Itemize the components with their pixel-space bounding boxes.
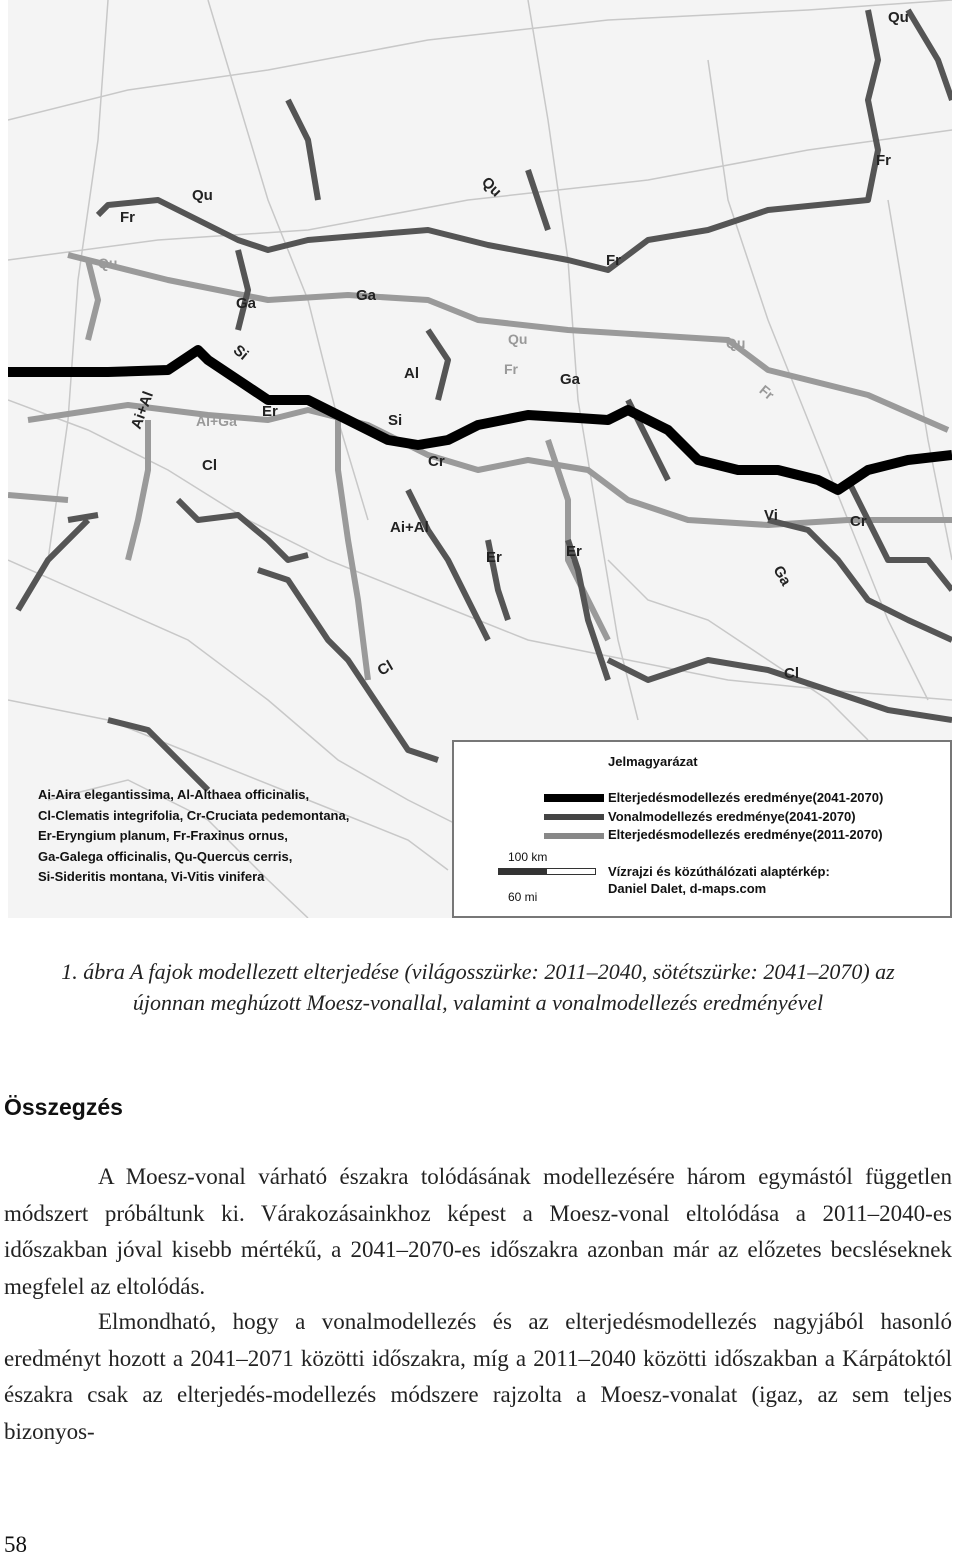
species-key-line: Ai-Aira elegantissima, Al-Althaea officinalis, bbox=[38, 787, 310, 802]
light-gray-lines bbox=[8, 255, 952, 680]
legend-basemap-line: Vízrajzi és közúthálózati alaptérkép: bbox=[608, 864, 830, 879]
map-label-cl-c: Cl bbox=[374, 657, 397, 680]
paragraph: Elmondható, hogy a vonalmodellezés és az elterjedésmodellezés nagyjából hasonló eredményt hozott a 2041–2071 közötti időszakra, míg a 2011–2040 közötti időszakban a Kárpátoktól északra csak az elterjedés-modellezés módszere rajzolta a Moesz-vonalat (igaz, az sem teljes bizonyos- bbox=[4, 1309, 952, 1444]
map-label-qu-top: Qu bbox=[888, 9, 909, 26]
map-label-fr-n: Fr bbox=[606, 252, 621, 269]
map-label-fr-ne: Fr bbox=[876, 152, 891, 169]
map-label-si-w: Si bbox=[229, 341, 252, 364]
legend-swatch-light bbox=[544, 833, 604, 839]
map-label-ga-n: Ga bbox=[356, 287, 377, 304]
map-label-qu-nw: Qu bbox=[192, 187, 213, 204]
map-label-cr-e: Cr bbox=[850, 513, 867, 530]
species-key-line: Ga-Galega officinalis, Qu-Quercus cerris, bbox=[38, 848, 293, 864]
paragraph: A Moesz-vonal várható északra tolódásának modellezésére három egymástól független módszert próbáltunk ki. Várakozásainkhoz képest a Moesz-vonal eltolódása a 2011–2040-es időszakban jóval kisebb mértékű, a 2041–2070-es időszakra azonban már az előzetes becsléseknek megfelel az eltolódás. bbox=[4, 1164, 952, 1299]
map-label-er-c2: Er bbox=[566, 543, 582, 560]
scale-mi-label: 60 mi bbox=[508, 890, 538, 904]
legend-item: Elterjedésmodellezés eredménye(2041-2070) bbox=[608, 790, 884, 805]
species-key-line: Cl-Clematis integrifolia, Cr-Cruciata pedemontana, bbox=[38, 807, 350, 823]
map-label-qu-light: Qu bbox=[98, 255, 118, 271]
species-key-line: Si-Sideritis montana, Vi-Vitis vinifera bbox=[38, 869, 265, 884]
map-label-fr-nw: Fr bbox=[120, 209, 135, 226]
legend-item: Vonalmodellezés eredménye(2041-2070) bbox=[608, 809, 856, 824]
map-label-fr-e: Fr bbox=[756, 381, 778, 403]
map-legend bbox=[452, 740, 952, 918]
map-label-qu-c: Qu bbox=[508, 331, 528, 347]
species-key bbox=[38, 785, 349, 888]
map-label-fr-c: Fr bbox=[504, 361, 518, 377]
legend-basemap-line: Daniel Dalet, d-maps.com bbox=[608, 881, 767, 896]
legend-item: Elterjedésmodellezés eredménye(2011-2070) bbox=[608, 827, 883, 842]
map-label-vi-e: Vi bbox=[764, 507, 778, 524]
map-label-qu-e: Qu bbox=[726, 335, 746, 351]
scale-km-label: 100 km bbox=[508, 850, 548, 864]
map-label-ga-c: Ga bbox=[560, 371, 581, 388]
species-key-line: Er-Eryngium planum, Fr-Fraxinus ornus, bbox=[38, 828, 288, 843]
map-label-al-c: Al bbox=[404, 365, 419, 382]
dark-gray-lines bbox=[18, 10, 952, 790]
legend-title: Jelmagyarázat bbox=[608, 754, 698, 769]
map-label-cl-w: Cl bbox=[202, 457, 217, 474]
map-label-aiai-w: Ai+Al bbox=[127, 389, 158, 432]
legend-swatch-dark bbox=[544, 814, 604, 820]
map-label-cr-c: Cr bbox=[428, 453, 445, 470]
section-heading: Összegzés bbox=[4, 1094, 123, 1120]
map-label-ga-w: Ga bbox=[236, 295, 257, 312]
distribution-map bbox=[8, 0, 952, 918]
map-label-cl-e: Cl bbox=[784, 665, 799, 682]
map-label-qu-rot: Qu bbox=[478, 173, 505, 201]
map-label-er-w: Er bbox=[262, 403, 278, 420]
map-label-ga-e: Ga bbox=[769, 562, 795, 589]
map-label-er-c1: Er bbox=[486, 549, 502, 566]
page-number: 58 bbox=[4, 1532, 27, 1557]
legend-swatch-black bbox=[544, 794, 604, 802]
map-label-alga: Al+Ga bbox=[196, 413, 237, 429]
map-label-aiai-c: Ai+Al bbox=[390, 519, 429, 536]
scale-bar bbox=[498, 868, 596, 875]
map-label-si-c: Si bbox=[388, 412, 403, 429]
figure-caption: 1. ábra A fajok modellezett elterjedése (világosszürke: 2011–2040, sötétszürke: 2041–2070) az újonnan meghúzott Moesz-vonallal, valamint a vonalmodellezés eredményével bbox=[61, 959, 895, 1015]
